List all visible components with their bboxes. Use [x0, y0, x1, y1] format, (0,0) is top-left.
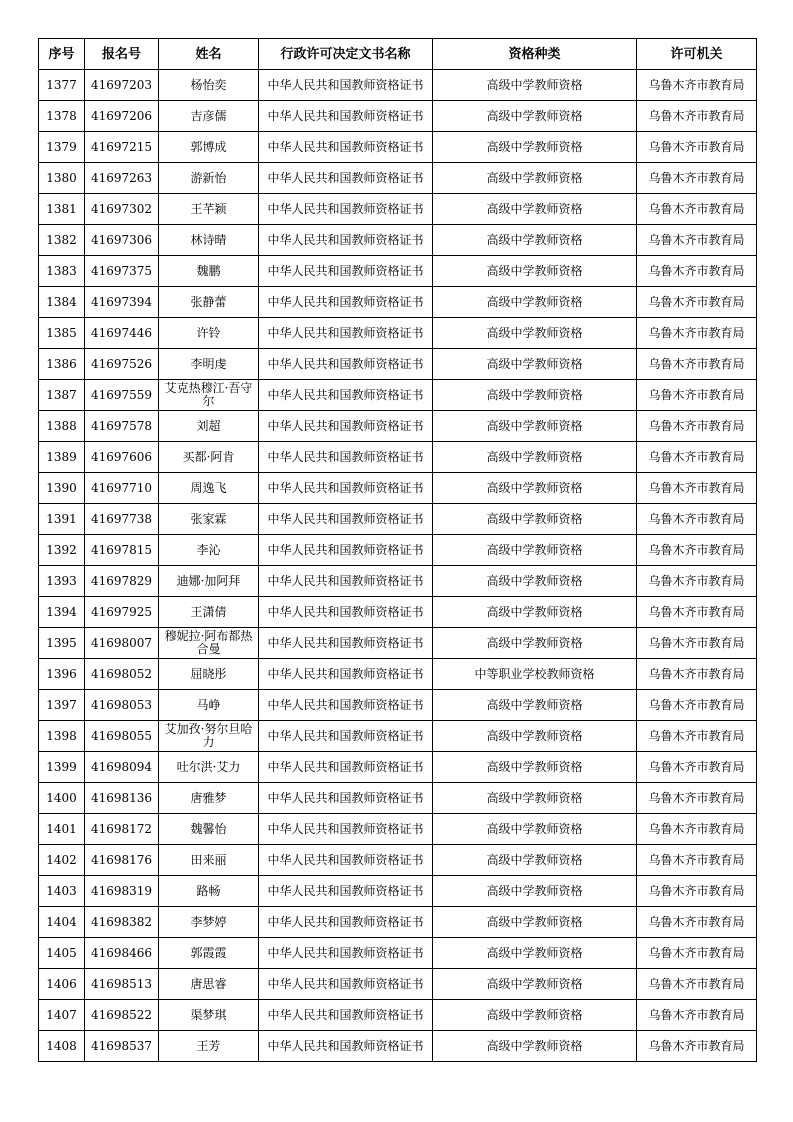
cell-authority: 乌鲁木齐市教育局 [637, 752, 757, 783]
cell-name: 渠梦琪 [159, 1000, 259, 1031]
cell-document: 中华人民共和国教师资格证书 [259, 659, 433, 690]
cell-qualification: 高级中学教师资格 [433, 1031, 637, 1062]
cell-reg-no: 41697526 [85, 349, 159, 380]
cell-seq: 1398 [39, 721, 85, 752]
cell-qualification: 高级中学教师资格 [433, 721, 637, 752]
cell-document: 中华人民共和国教师资格证书 [259, 442, 433, 473]
header-document: 行政许可决定文书名称 [259, 39, 433, 70]
table-row [39, 566, 757, 597]
cell-name: 李明虔 [159, 349, 259, 380]
table-row [39, 194, 757, 225]
cell-qualification: 高级中学教师资格 [433, 628, 637, 659]
cell-document: 中华人民共和国教师资格证书 [259, 783, 433, 814]
cell-seq: 1384 [39, 287, 85, 318]
table-header [39, 39, 757, 70]
table-row [39, 349, 757, 380]
table-row [39, 1000, 757, 1031]
cell-qualification: 高级中学教师资格 [433, 814, 637, 845]
cell-qualification: 高级中学教师资格 [433, 907, 637, 938]
cell-authority: 乌鲁木齐市教育局 [637, 132, 757, 163]
cell-authority: 乌鲁木齐市教育局 [637, 1000, 757, 1031]
cell-qualification: 高级中学教师资格 [433, 349, 637, 380]
header-row [39, 39, 757, 70]
cell-name: 吐尔洪·艾力 [159, 752, 259, 783]
table-row [39, 721, 757, 752]
table-row [39, 70, 757, 101]
cell-seq: 1389 [39, 442, 85, 473]
cell-qualification: 高级中学教师资格 [433, 690, 637, 721]
table-row [39, 411, 757, 442]
cell-qualification: 高级中学教师资格 [433, 752, 637, 783]
cell-document: 中华人民共和国教师资格证书 [259, 163, 433, 194]
table-row [39, 876, 757, 907]
cell-document: 中华人民共和国教师资格证书 [259, 504, 433, 535]
cell-name: 张静蕾 [159, 287, 259, 318]
cell-reg-no: 41698136 [85, 783, 159, 814]
cell-name: 路畅 [159, 876, 259, 907]
cell-seq: 1407 [39, 1000, 85, 1031]
cell-reg-no: 41697710 [85, 473, 159, 504]
table-row [39, 225, 757, 256]
cell-seq: 1380 [39, 163, 85, 194]
cell-name: 李梦婷 [159, 907, 259, 938]
cell-authority: 乌鲁木齐市教育局 [637, 814, 757, 845]
table-row [39, 628, 757, 659]
table-row [39, 318, 757, 349]
cell-name: 王芊颖 [159, 194, 259, 225]
cell-reg-no: 41697375 [85, 256, 159, 287]
cell-reg-no: 41698522 [85, 1000, 159, 1031]
cell-name: 魏鹏 [159, 256, 259, 287]
cell-seq: 1400 [39, 783, 85, 814]
table-row [39, 690, 757, 721]
cell-qualification: 中等职业学校教师资格 [433, 659, 637, 690]
cell-document: 中华人民共和国教师资格证书 [259, 225, 433, 256]
cell-name: 田来丽 [159, 845, 259, 876]
cell-authority: 乌鲁木齐市教育局 [637, 70, 757, 101]
cell-name: 穆妮拉·阿布都热合曼 [159, 628, 259, 659]
cell-name: 马峥 [159, 690, 259, 721]
cell-reg-no: 41697606 [85, 442, 159, 473]
cell-document: 中华人民共和国教师资格证书 [259, 535, 433, 566]
cell-authority: 乌鲁木齐市教育局 [637, 721, 757, 752]
cell-name: 周逸飞 [159, 473, 259, 504]
cell-qualification: 高级中学教师资格 [433, 845, 637, 876]
cell-authority: 乌鲁木齐市教育局 [637, 380, 757, 411]
cell-document: 中华人民共和国教师资格证书 [259, 318, 433, 349]
cell-document: 中华人民共和国教师资格证书 [259, 907, 433, 938]
cell-document: 中华人民共和国教师资格证书 [259, 876, 433, 907]
cell-seq: 1401 [39, 814, 85, 845]
cell-qualification: 高级中学教师资格 [433, 566, 637, 597]
cell-document: 中华人民共和国教师资格证书 [259, 70, 433, 101]
cell-name: 游新怡 [159, 163, 259, 194]
cell-qualification: 高级中学教师资格 [433, 163, 637, 194]
cell-reg-no: 41697738 [85, 504, 159, 535]
cell-qualification: 高级中学教师资格 [433, 442, 637, 473]
cell-seq: 1406 [39, 969, 85, 1000]
cell-name: 杨怡奕 [159, 70, 259, 101]
cell-name: 屈晓彤 [159, 659, 259, 690]
table-row [39, 101, 757, 132]
cell-reg-no: 41698007 [85, 628, 159, 659]
cell-name: 艾加孜·努尔旦哈力 [159, 721, 259, 752]
cell-document: 中华人民共和国教师资格证书 [259, 938, 433, 969]
table-body [39, 70, 757, 1062]
cell-seq: 1397 [39, 690, 85, 721]
cell-document: 中华人民共和国教师资格证书 [259, 473, 433, 504]
cell-qualification: 高级中学教师资格 [433, 380, 637, 411]
cell-seq: 1391 [39, 504, 85, 535]
table-row [39, 473, 757, 504]
cell-seq: 1402 [39, 845, 85, 876]
cell-document: 中华人民共和国教师资格证书 [259, 690, 433, 721]
cell-document: 中华人民共和国教师资格证书 [259, 101, 433, 132]
cell-reg-no: 41698052 [85, 659, 159, 690]
cell-name: 张家霖 [159, 504, 259, 535]
table-row [39, 256, 757, 287]
cell-reg-no: 41698055 [85, 721, 159, 752]
license-table [38, 38, 757, 1062]
cell-document: 中华人民共和国教师资格证书 [259, 411, 433, 442]
cell-authority: 乌鲁木齐市教育局 [637, 566, 757, 597]
cell-qualification: 高级中学教师资格 [433, 70, 637, 101]
cell-name: 魏馨怡 [159, 814, 259, 845]
cell-seq: 1390 [39, 473, 85, 504]
table-row [39, 504, 757, 535]
cell-name: 唐思睿 [159, 969, 259, 1000]
cell-name: 艾克热穆江·吾守尔 [159, 380, 259, 411]
cell-authority: 乌鲁木齐市教育局 [637, 442, 757, 473]
cell-document: 中华人民共和国教师资格证书 [259, 628, 433, 659]
table-row [39, 597, 757, 628]
table-row [39, 535, 757, 566]
cell-reg-no: 41697446 [85, 318, 159, 349]
cell-document: 中华人民共和国教师资格证书 [259, 1031, 433, 1062]
table-row [39, 845, 757, 876]
cell-qualification: 高级中学教师资格 [433, 473, 637, 504]
cell-reg-no: 41697394 [85, 287, 159, 318]
cell-authority: 乌鲁木齐市教育局 [637, 597, 757, 628]
cell-reg-no: 41698319 [85, 876, 159, 907]
cell-name: 唐雅梦 [159, 783, 259, 814]
cell-authority: 乌鲁木齐市教育局 [637, 659, 757, 690]
table-row [39, 380, 757, 411]
cell-authority: 乌鲁木齐市教育局 [637, 969, 757, 1000]
document-page [38, 38, 756, 1062]
cell-seq: 1382 [39, 225, 85, 256]
cell-qualification: 高级中学教师资格 [433, 411, 637, 442]
cell-qualification: 高级中学教师资格 [433, 969, 637, 1000]
cell-reg-no: 41698094 [85, 752, 159, 783]
cell-qualification: 高级中学教师资格 [433, 1000, 637, 1031]
cell-authority: 乌鲁木齐市教育局 [637, 473, 757, 504]
table-row [39, 752, 757, 783]
cell-reg-no: 41698466 [85, 938, 159, 969]
cell-seq: 1383 [39, 256, 85, 287]
cell-name: 李沁 [159, 535, 259, 566]
header-authority: 许可机关 [637, 39, 757, 70]
cell-qualification: 高级中学教师资格 [433, 938, 637, 969]
cell-seq: 1408 [39, 1031, 85, 1062]
cell-qualification: 高级中学教师资格 [433, 783, 637, 814]
cell-document: 中华人民共和国教师资格证书 [259, 721, 433, 752]
cell-reg-no: 41697203 [85, 70, 159, 101]
header-name: 姓名 [159, 39, 259, 70]
cell-reg-no: 41698513 [85, 969, 159, 1000]
table-row [39, 163, 757, 194]
cell-authority: 乌鲁木齐市教育局 [637, 535, 757, 566]
cell-reg-no: 41697215 [85, 132, 159, 163]
cell-document: 中华人民共和国教师资格证书 [259, 752, 433, 783]
cell-name: 刘超 [159, 411, 259, 442]
cell-reg-no: 41698172 [85, 814, 159, 845]
table-row [39, 969, 757, 1000]
cell-name: 许铃 [159, 318, 259, 349]
table-row [39, 1031, 757, 1062]
table-row [39, 442, 757, 473]
cell-seq: 1399 [39, 752, 85, 783]
cell-qualification: 高级中学教师资格 [433, 225, 637, 256]
cell-qualification: 高级中学教师资格 [433, 132, 637, 163]
cell-reg-no: 41697306 [85, 225, 159, 256]
cell-reg-no: 41697925 [85, 597, 159, 628]
cell-seq: 1405 [39, 938, 85, 969]
table-row [39, 287, 757, 318]
cell-authority: 乌鲁木齐市教育局 [637, 690, 757, 721]
cell-reg-no: 41698382 [85, 907, 159, 938]
cell-document: 中华人民共和国教师资格证书 [259, 256, 433, 287]
cell-reg-no: 41698053 [85, 690, 159, 721]
cell-qualification: 高级中学教师资格 [433, 504, 637, 535]
cell-seq: 1381 [39, 194, 85, 225]
cell-authority: 乌鲁木齐市教育局 [637, 845, 757, 876]
cell-qualification: 高级中学教师资格 [433, 876, 637, 907]
cell-reg-no: 41697263 [85, 163, 159, 194]
cell-seq: 1393 [39, 566, 85, 597]
cell-document: 中华人民共和国教师资格证书 [259, 566, 433, 597]
cell-document: 中华人民共和国教师资格证书 [259, 597, 433, 628]
cell-reg-no: 41697559 [85, 380, 159, 411]
header-reg-no: 报名号 [85, 39, 159, 70]
table-row [39, 814, 757, 845]
cell-document: 中华人民共和国教师资格证书 [259, 845, 433, 876]
cell-document: 中华人民共和国教师资格证书 [259, 132, 433, 163]
cell-qualification: 高级中学教师资格 [433, 318, 637, 349]
cell-name: 王潇倩 [159, 597, 259, 628]
cell-qualification: 高级中学教师资格 [433, 535, 637, 566]
cell-name: 吉彦儒 [159, 101, 259, 132]
cell-document: 中华人民共和国教师资格证书 [259, 814, 433, 845]
cell-name: 迪娜·加阿拜 [159, 566, 259, 597]
cell-seq: 1387 [39, 380, 85, 411]
cell-document: 中华人民共和国教师资格证书 [259, 1000, 433, 1031]
table-row [39, 783, 757, 814]
header-seq: 序号 [39, 39, 85, 70]
cell-authority: 乌鲁木齐市教育局 [637, 907, 757, 938]
cell-document: 中华人民共和国教师资格证书 [259, 194, 433, 225]
table-row [39, 907, 757, 938]
cell-reg-no: 41698537 [85, 1031, 159, 1062]
cell-reg-no: 41698176 [85, 845, 159, 876]
cell-authority: 乌鲁木齐市教育局 [637, 938, 757, 969]
cell-authority: 乌鲁木齐市教育局 [637, 194, 757, 225]
cell-reg-no: 41697829 [85, 566, 159, 597]
header-qualification: 资格种类 [433, 39, 637, 70]
cell-authority: 乌鲁木齐市教育局 [637, 318, 757, 349]
cell-qualification: 高级中学教师资格 [433, 597, 637, 628]
cell-seq: 1379 [39, 132, 85, 163]
cell-name: 郭霞霞 [159, 938, 259, 969]
cell-name: 林诗晴 [159, 225, 259, 256]
cell-seq: 1392 [39, 535, 85, 566]
cell-authority: 乌鲁木齐市教育局 [637, 411, 757, 442]
cell-reg-no: 41697578 [85, 411, 159, 442]
cell-seq: 1385 [39, 318, 85, 349]
cell-seq: 1377 [39, 70, 85, 101]
cell-qualification: 高级中学教师资格 [433, 287, 637, 318]
cell-seq: 1386 [39, 349, 85, 380]
cell-seq: 1396 [39, 659, 85, 690]
cell-name: 买都·阿肯 [159, 442, 259, 473]
cell-reg-no: 41697302 [85, 194, 159, 225]
table-row [39, 659, 757, 690]
cell-authority: 乌鲁木齐市教育局 [637, 876, 757, 907]
cell-authority: 乌鲁木齐市教育局 [637, 1031, 757, 1062]
cell-qualification: 高级中学教师资格 [433, 256, 637, 287]
cell-seq: 1395 [39, 628, 85, 659]
cell-seq: 1388 [39, 411, 85, 442]
cell-reg-no: 41697815 [85, 535, 159, 566]
cell-document: 中华人民共和国教师资格证书 [259, 349, 433, 380]
cell-qualification: 高级中学教师资格 [433, 101, 637, 132]
cell-authority: 乌鲁木齐市教育局 [637, 783, 757, 814]
cell-reg-no: 41697206 [85, 101, 159, 132]
cell-seq: 1378 [39, 101, 85, 132]
cell-document: 中华人民共和国教师资格证书 [259, 969, 433, 1000]
cell-seq: 1394 [39, 597, 85, 628]
cell-authority: 乌鲁木齐市教育局 [637, 225, 757, 256]
table-row [39, 132, 757, 163]
cell-authority: 乌鲁木齐市教育局 [637, 349, 757, 380]
cell-seq: 1404 [39, 907, 85, 938]
cell-document: 中华人民共和国教师资格证书 [259, 380, 433, 411]
cell-authority: 乌鲁木齐市教育局 [637, 101, 757, 132]
cell-name: 王芳 [159, 1031, 259, 1062]
cell-seq: 1403 [39, 876, 85, 907]
cell-qualification: 高级中学教师资格 [433, 194, 637, 225]
cell-authority: 乌鲁木齐市教育局 [637, 504, 757, 535]
cell-name: 郭博成 [159, 132, 259, 163]
table-row [39, 938, 757, 969]
cell-authority: 乌鲁木齐市教育局 [637, 256, 757, 287]
cell-authority: 乌鲁木齐市教育局 [637, 287, 757, 318]
cell-authority: 乌鲁木齐市教育局 [637, 628, 757, 659]
cell-document: 中华人民共和国教师资格证书 [259, 287, 433, 318]
cell-authority: 乌鲁木齐市教育局 [637, 163, 757, 194]
